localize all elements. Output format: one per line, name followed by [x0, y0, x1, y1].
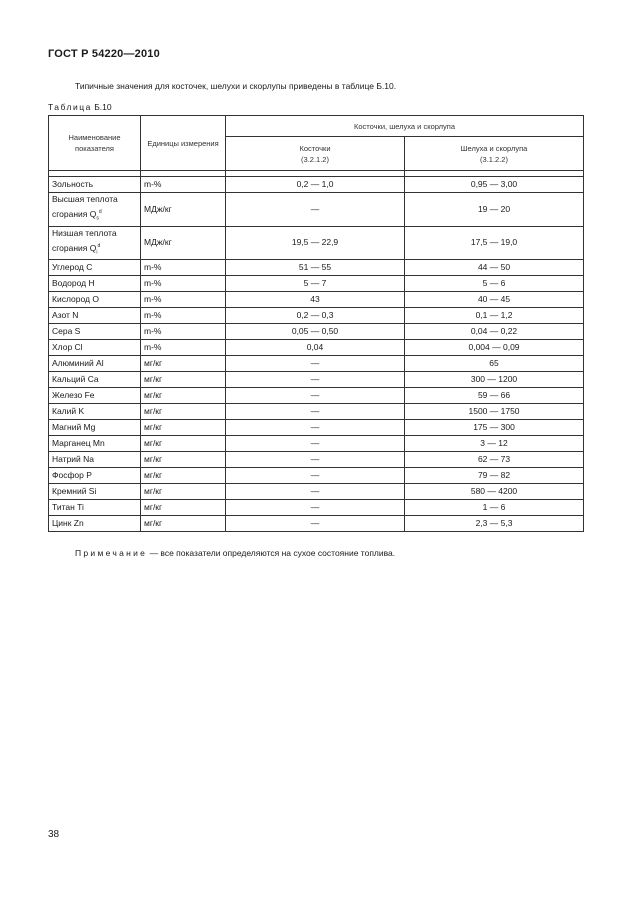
table-row: [49, 420, 584, 436]
row-name: Марганец Mn: [49, 436, 141, 452]
row-unit: мг/кг: [141, 484, 226, 500]
table-row: [49, 484, 584, 500]
row-name-sup: d: [97, 242, 101, 249]
row-value-b: 5 — 6: [405, 276, 584, 292]
row-name: Натрий Na: [49, 452, 141, 468]
row-unit: m-%: [141, 260, 226, 276]
row-name: Цинк Zn: [49, 516, 141, 532]
row-value-a: —: [226, 372, 405, 388]
row-value-a: —: [226, 452, 405, 468]
data-table: [48, 115, 584, 532]
row-value-a: —: [226, 516, 405, 532]
row-name: Калий K: [49, 404, 141, 420]
table-row: [49, 436, 584, 452]
header-unit: Единицы измерения: [141, 116, 226, 171]
table-note: [75, 548, 395, 558]
row-value-b: 40 — 45: [405, 292, 584, 308]
row-value-a: —: [226, 468, 405, 484]
row-unit: m-%: [141, 177, 226, 193]
row-name-sub: s: [96, 215, 99, 222]
row-value-b: 62 — 73: [405, 452, 584, 468]
header-col-a-label: Косточки: [299, 143, 331, 153]
row-value-b: 0,04 — 0,22: [405, 324, 584, 340]
row-name: Магний Mg: [49, 420, 141, 436]
table-row: [49, 404, 584, 420]
row-name: [49, 226, 141, 260]
row-value-b: 0,95 — 3,00: [405, 177, 584, 193]
row-value-b: 19 — 20: [405, 193, 584, 227]
row-unit: m-%: [141, 324, 226, 340]
row-value-b: 580 — 4200: [405, 484, 584, 500]
row-name: Железо Fe: [49, 388, 141, 404]
table-row: [49, 500, 584, 516]
note-label: Примечание: [75, 548, 148, 558]
row-value-a: —: [226, 436, 405, 452]
row-name: Сера S: [49, 324, 141, 340]
table-row: [49, 516, 584, 532]
row-name: Кальций Ca: [49, 372, 141, 388]
table-title-number: Б.10: [94, 102, 112, 112]
note-text: — все показатели определяются на сухое состояние топлива.: [147, 548, 396, 558]
row-name: Азот N: [49, 308, 141, 324]
row-unit: мг/кг: [141, 356, 226, 372]
row-value-a: 0,2 — 1,0: [226, 177, 405, 193]
table-row: [49, 468, 584, 484]
row-value-b: 3 — 12: [405, 436, 584, 452]
row-value-b: 17,5 — 19,0: [405, 226, 584, 260]
row-value-b: 0,1 — 1,2: [405, 308, 584, 324]
row-unit: мг/кг: [141, 372, 226, 388]
header-group: Косточки, шелуха и скорлупа: [226, 116, 584, 137]
row-name: Углерод C: [49, 260, 141, 276]
row-name: Кремний Si: [49, 484, 141, 500]
row-name: Фосфор P: [49, 468, 141, 484]
table-row: [49, 193, 584, 227]
header-name: Наименование показателя: [49, 116, 141, 171]
row-name-line1: Высшая теплота: [52, 194, 118, 204]
table-title-label: Таблица: [48, 102, 92, 112]
row-name: Зольность: [49, 177, 141, 193]
table-row: [49, 260, 584, 276]
row-value-a: 0,04: [226, 340, 405, 356]
row-name-sup: d: [98, 209, 102, 215]
row-name: [49, 193, 141, 227]
row-value-a: 0,2 — 0,3: [226, 308, 405, 324]
row-unit: m-%: [141, 340, 226, 356]
header-col-a: [226, 137, 405, 171]
row-value-b: 79 — 82: [405, 468, 584, 484]
row-value-b: 65: [405, 356, 584, 372]
row-value-b: 2,3 — 5,3: [405, 516, 584, 532]
row-name-text: сгорания Q: [52, 242, 97, 253]
row-unit: мг/кг: [141, 404, 226, 420]
table-row: [49, 340, 584, 356]
row-name-sub: i: [96, 249, 98, 256]
document-id: ГОСТ Р 54220—2010: [48, 48, 160, 60]
page-number: 38: [48, 829, 60, 840]
table-row: [49, 324, 584, 340]
row-name-line2: [52, 240, 137, 260]
header-col-b-label: Шелуха и скорлупа: [460, 143, 528, 153]
row-value-a: —: [226, 484, 405, 500]
row-value-b: 175 — 300: [405, 420, 584, 436]
row-name-text: сгорания Q: [52, 208, 97, 219]
row-unit: мг/кг: [141, 516, 226, 532]
row-unit: мг/кг: [141, 452, 226, 468]
row-unit: МДж/кг: [141, 193, 226, 227]
row-value-a: 5 — 7: [226, 276, 405, 292]
row-value-b: 300 — 1200: [405, 372, 584, 388]
table-row: [49, 388, 584, 404]
row-name-line2: [52, 206, 137, 226]
row-value-b: 59 — 66: [405, 388, 584, 404]
table-row: [49, 292, 584, 308]
row-value-a: —: [226, 404, 405, 420]
table-row: [49, 308, 584, 324]
row-value-b: 0,004 — 0,09: [405, 340, 584, 356]
row-unit: m-%: [141, 292, 226, 308]
row-unit: мг/кг: [141, 420, 226, 436]
row-value-a: 51 — 55: [226, 260, 405, 276]
row-name: Хлор Cl: [49, 340, 141, 356]
row-value-a: —: [226, 356, 405, 372]
table-title: [48, 102, 112, 112]
row-name: Алюминий Al: [49, 356, 141, 372]
row-unit: мг/кг: [141, 388, 226, 404]
row-value-a: —: [226, 420, 405, 436]
row-value-b: 1500 — 1750: [405, 404, 584, 420]
row-unit: мг/кг: [141, 468, 226, 484]
header-col-a-code: (3.2.1.2): [301, 154, 329, 164]
header-col-b-code: (3.1.2.2): [480, 154, 508, 164]
row-name: Кислород O: [49, 292, 141, 308]
row-unit: мг/кг: [141, 500, 226, 516]
table-row: [49, 226, 584, 260]
row-value-a: —: [226, 388, 405, 404]
row-unit: m-%: [141, 308, 226, 324]
table-row: [49, 356, 584, 372]
table-row: [49, 372, 584, 388]
row-name: Титан Ti: [49, 500, 141, 516]
row-value-a: —: [226, 500, 405, 516]
intro-text: Типичные значения для косточек, шелухи и скорлупы приведены в таблице Б.10.: [75, 81, 397, 91]
row-name: Водород H: [49, 276, 141, 292]
table-row: [49, 452, 584, 468]
row-value-a: —: [226, 193, 405, 227]
row-value-a: 0,05 — 0,50: [226, 324, 405, 340]
row-value-a: 43: [226, 292, 405, 308]
row-name-line1: Низшая теплота: [52, 227, 117, 238]
row-unit: мг/кг: [141, 436, 226, 452]
table-row: [49, 177, 584, 193]
row-unit: m-%: [141, 276, 226, 292]
row-value-a: 19,5 — 22,9: [226, 226, 405, 260]
table-row: [49, 276, 584, 292]
row-value-b: 1 — 6: [405, 500, 584, 516]
row-value-b: 44 — 50: [405, 260, 584, 276]
row-unit: МДж/кг: [141, 226, 226, 260]
header-col-b: [405, 137, 584, 171]
